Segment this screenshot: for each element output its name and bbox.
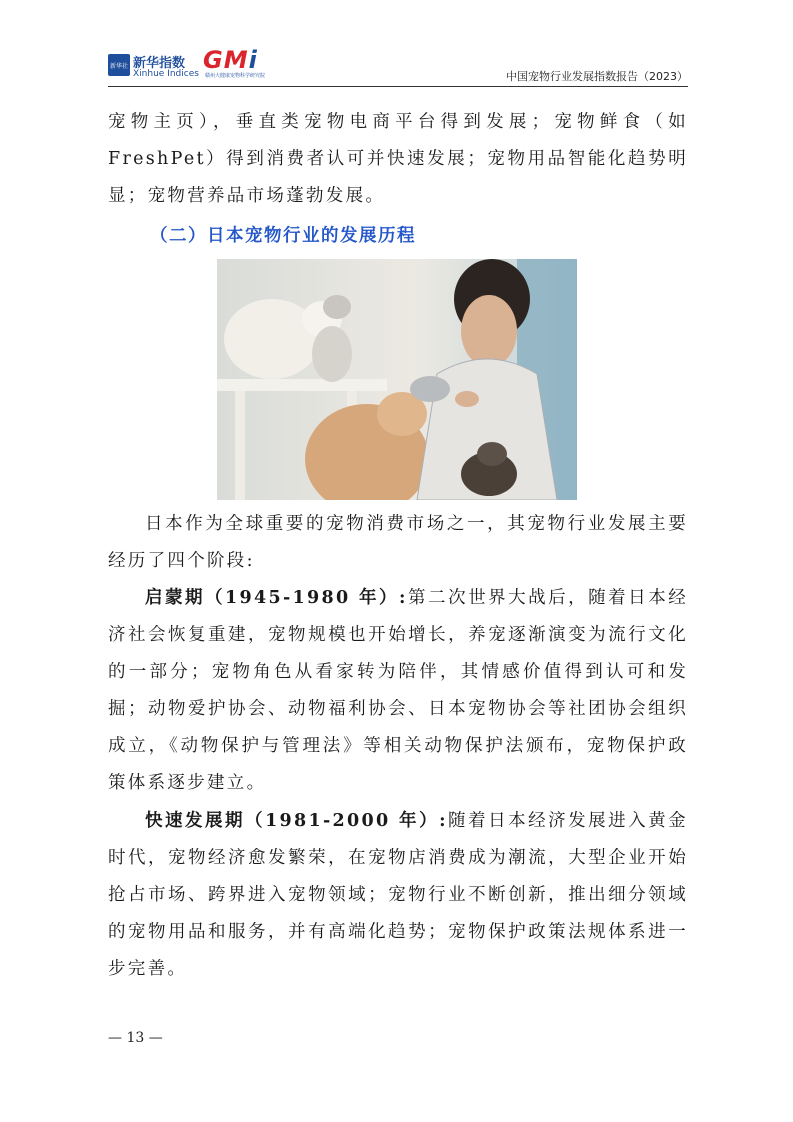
phase1-paragraph bbox=[108, 580, 688, 802]
phase1-text: 第二次世界大战后，随着日本经济社会恢复重建，宠物规模也开始增长，养宠逐渐演变为流行文化的一部分；宠物角色从看家转为陪伴，其情感价值得到认可和发掘；动物爱护协会、动物福利协会、日本宠物协会等社团协会组织成立，《动物保护与管理法》等相关动物保护法颁布，宠物保护政策体系逐步建立。 bbox=[108, 588, 689, 793]
phase1-title: 启蒙期（1945-1980 年）: bbox=[145, 588, 408, 608]
report-title: 中国宠物行业发展指数报告（2023） bbox=[506, 70, 688, 83]
page-number: — 13 — bbox=[108, 1030, 163, 1046]
phase2-text: 随着日本经济发展进入黄金时代，宠物经济愈发繁荣，在宠物店消费成为潮流，大型企业开始抢占市场、跨界进入宠物领域；宠物行业不断创新，推出细分领域的宠物用品和服务，并有高端化趋势；宠物保护政策法规体系进一步完善。 bbox=[108, 811, 688, 979]
intro-paragraph: 日本作为全球重要的宠物消费市场之一，其宠物行业发展主要经历了四个阶段: bbox=[108, 514, 688, 571]
phase2-title: 快速发展期（1981-2000 年）: bbox=[145, 811, 448, 831]
section-heading: （二）日本宠物行业的发展历程 bbox=[150, 226, 416, 246]
paragraph-top: 宠物主页），垂直类宠物电商平台得到发展；宠物鲜食（如FreshPet）得到消费者认可并快速发展；宠物用品智能化趋势明显；宠物营养品市场蓬勃发展。 bbox=[108, 112, 688, 206]
phase2-paragraph bbox=[108, 803, 688, 988]
woman-feeding-cats-photo bbox=[217, 259, 577, 500]
gmi-logo: GMi bbox=[203, 46, 258, 74]
header-divider bbox=[108, 86, 688, 87]
xinhua-logo-text: 新华指数 bbox=[133, 56, 186, 71]
gmi-logo-subtitle: 赣州大健康宠物科学研究院 bbox=[205, 73, 266, 79]
page-header bbox=[108, 48, 688, 86]
xinhua-logo-icon: 新华社 bbox=[108, 54, 130, 76]
xinhua-logo-english: Xinhue Indices bbox=[133, 69, 199, 79]
